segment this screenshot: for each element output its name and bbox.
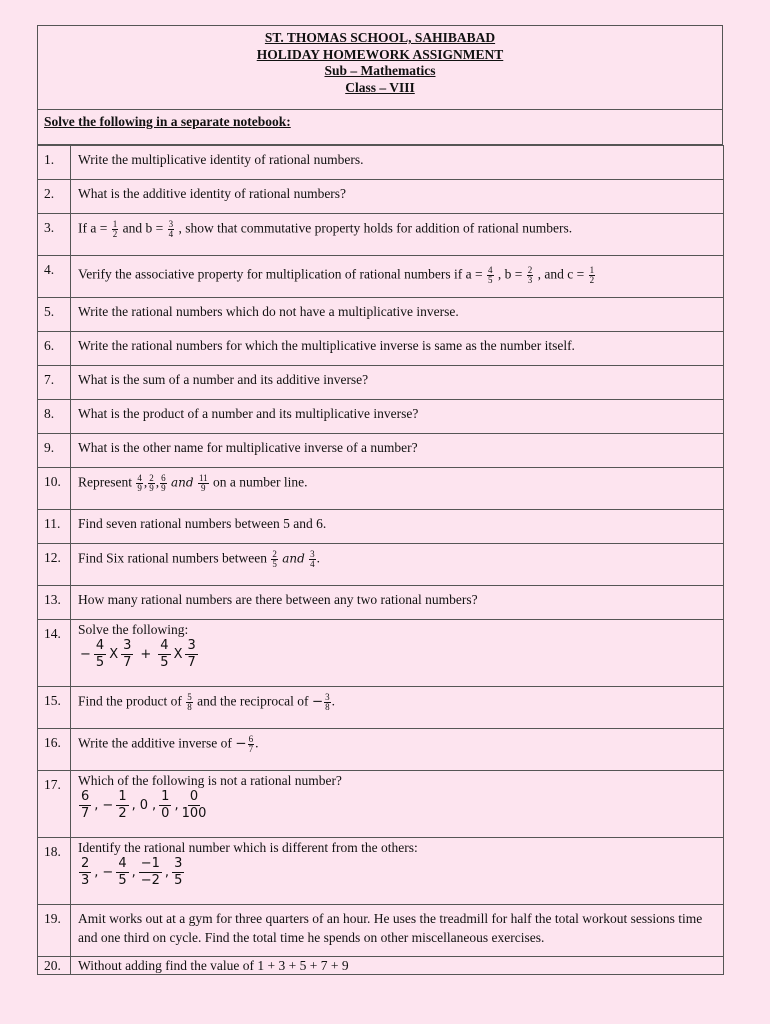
- question-number: 1.: [38, 146, 71, 180]
- question-number: 20.: [38, 957, 71, 975]
- denominator: 3: [81, 873, 90, 888]
- denominator: 5: [272, 559, 277, 569]
- question-row: [38, 586, 724, 620]
- minus-sign: −: [311, 693, 324, 710]
- denominator: 7: [81, 806, 90, 821]
- question-text: What is the product of a number and its multiplicative inverse?: [71, 400, 724, 434]
- text-part: Represent: [78, 474, 132, 490]
- numerator: 4: [118, 856, 127, 871]
- numerator: 2: [272, 549, 277, 559]
- fraction: [186, 693, 193, 712]
- question-row: [38, 544, 724, 586]
- question-text: [71, 214, 724, 256]
- question-text: What is the additive identity of rational numbers?: [71, 180, 724, 214]
- denominator: 2: [112, 229, 118, 239]
- question-text: Find seven rational numbers between 5 and 6.: [71, 510, 724, 544]
- math-expression: [78, 638, 723, 671]
- question-row: [38, 256, 724, 298]
- text-part: and b =: [122, 220, 164, 236]
- fraction: [116, 789, 128, 822]
- fraction: [172, 856, 184, 889]
- text-part: Which of the following is not a rational number?: [78, 773, 342, 788]
- question-text: What is the other name for multiplicative inverse of a number?: [71, 434, 724, 468]
- question-text: How many rational numbers are there between any two rational numbers?: [71, 586, 724, 620]
- question-text: [71, 544, 724, 586]
- zero-value: 0: [139, 797, 149, 813]
- denominator: 7: [123, 655, 132, 670]
- fraction: [185, 638, 197, 671]
- question-text: Without adding find the value of 1 + 3 + 5 + 7 + 9: [71, 957, 724, 975]
- numerator: 3: [123, 638, 132, 653]
- text-part: , and c =: [537, 266, 585, 282]
- question-number: 6.: [38, 332, 71, 366]
- denominator: 9: [161, 483, 166, 493]
- numerator: 6: [248, 734, 254, 744]
- denominator: 5: [488, 275, 493, 285]
- numerator: 3: [325, 692, 330, 702]
- fraction: [589, 266, 596, 285]
- fraction: [116, 856, 128, 889]
- question-number: 10.: [38, 468, 71, 510]
- question-number: 12.: [38, 544, 71, 586]
- fraction: [160, 474, 167, 493]
- denominator: 9: [149, 483, 154, 493]
- subject-label: Sub – Mathematics: [324, 63, 436, 78]
- question-number: 19.: [38, 905, 71, 957]
- minus-sign: −: [80, 646, 91, 662]
- and-word: and: [282, 551, 305, 566]
- numerator: 6: [161, 473, 166, 483]
- numerator: 1: [589, 265, 595, 275]
- numerator: 3: [187, 638, 196, 653]
- question-number: 8.: [38, 400, 71, 434]
- numerator: −1: [140, 856, 160, 871]
- numerator: 5: [187, 692, 192, 702]
- assignment-title: HOLIDAY HOMEWORK ASSIGNMENT: [256, 46, 504, 62]
- question-number: 9.: [38, 434, 71, 468]
- question-row: [38, 729, 724, 771]
- numerator: 4: [488, 265, 493, 275]
- fraction: [182, 789, 207, 822]
- question-row: [38, 838, 724, 905]
- header-box: [37, 25, 723, 110]
- numerator: 4: [160, 638, 169, 653]
- school-name: ST. THOMAS SCHOOL, SAHIBABAD: [264, 30, 496, 45]
- question-row: [38, 298, 724, 332]
- denominator: 5: [174, 873, 183, 888]
- denominator: 7: [187, 655, 196, 670]
- question-number: 4.: [38, 256, 71, 298]
- text-part: Find Six rational numbers between: [78, 550, 267, 566]
- text-part: Write the additive inverse of: [78, 735, 232, 751]
- text-part: Identify the rational number which is different from the others:: [78, 840, 418, 855]
- denominator: 5: [118, 873, 127, 888]
- question-row: [38, 400, 724, 434]
- fraction: [79, 789, 91, 822]
- question-number: 13.: [38, 586, 71, 620]
- question-text: [71, 729, 724, 771]
- question-row: [38, 468, 724, 510]
- denominator: 0: [161, 806, 170, 821]
- denominator: 9: [137, 483, 142, 493]
- denominator: 2: [118, 806, 127, 821]
- fraction: [139, 856, 162, 889]
- numerator: 4: [137, 473, 142, 483]
- numerator: 2: [81, 856, 90, 871]
- question-number: 2.: [38, 180, 71, 214]
- fraction: [159, 789, 171, 822]
- question-text: Write the multiplicative identity of rational numbers.: [71, 146, 724, 180]
- question-text: [71, 687, 724, 729]
- times-sign: X: [173, 646, 183, 662]
- question-row: [38, 905, 724, 957]
- fraction: [94, 638, 106, 671]
- fraction: [158, 638, 170, 671]
- denominator: 100: [181, 806, 207, 821]
- text-part: If a =: [78, 220, 108, 236]
- question-row: [38, 687, 724, 729]
- numerator: 3: [174, 856, 183, 871]
- denominator: 5: [95, 655, 105, 670]
- fraction: [168, 220, 175, 239]
- denominator: 9: [201, 483, 206, 493]
- question-row: [38, 214, 724, 256]
- instruction: Solve the following in a separate notebook:: [37, 110, 723, 145]
- fraction: [487, 266, 494, 285]
- question-row: [38, 510, 724, 544]
- numerator: 6: [81, 789, 90, 804]
- question-row: [38, 771, 724, 838]
- denominator: −2: [140, 873, 160, 888]
- question-row: [38, 957, 724, 975]
- numerator: 3: [168, 219, 174, 229]
- fraction: [309, 550, 316, 569]
- question-row: [38, 146, 724, 180]
- text-part: .: [331, 693, 336, 709]
- and-word: and: [170, 475, 194, 490]
- questions-table: [37, 145, 724, 975]
- fraction: [148, 474, 155, 493]
- question-number: 3.: [38, 214, 71, 256]
- math-expression: $\frac{6}{7}$ , − $\frac{1}{2}$ , 0 , $\frac{1}{0}$ , $\frac{0}{100}$: [81, 789, 207, 821]
- question-number: 18.: [38, 838, 71, 905]
- text-part: Solve the following:: [78, 622, 189, 637]
- fraction: [79, 856, 91, 889]
- question-text: [71, 620, 724, 687]
- question-text: Write the rational numbers which do not have a multiplicative inverse.: [71, 298, 724, 332]
- numerator: 2: [527, 265, 533, 275]
- numerator: 4: [95, 638, 105, 653]
- question-number: 14.: [38, 620, 71, 687]
- question-row: [38, 366, 724, 400]
- question-row: [38, 434, 724, 468]
- numerator: 3: [310, 549, 315, 559]
- question-number: 5.: [38, 298, 71, 332]
- numerator: 1: [112, 219, 118, 229]
- math-expression: $\frac{2}{3}$ , − $\frac{4}{5}$ , $\frac{-1}{-2}$ , $\frac{3}{5}$: [81, 856, 183, 888]
- numerator: 1: [118, 789, 127, 804]
- fraction: [248, 735, 255, 754]
- fraction: [112, 220, 119, 239]
- plus-sign: +: [140, 646, 152, 662]
- question-row: [38, 332, 724, 366]
- denominator: 5: [160, 655, 169, 670]
- times-sign: X: [109, 646, 119, 662]
- fraction: [324, 693, 331, 712]
- fraction: [271, 550, 278, 569]
- question-row: [38, 180, 724, 214]
- text-part: , show that commutative property holds for addition of rational numbers.: [178, 220, 573, 236]
- fraction: [136, 474, 143, 493]
- assignment-sheet: [37, 25, 723, 975]
- text-part: Verify the associative property for multiplication of rational numbers if a =: [78, 266, 483, 282]
- denominator: 3: [527, 275, 533, 285]
- denominator: 8: [325, 702, 330, 712]
- question-row: [38, 620, 724, 687]
- question-text: What is the sum of a number and its additive inverse?: [71, 366, 724, 400]
- denominator: 7: [248, 744, 254, 754]
- numerator: 1: [161, 789, 170, 804]
- question-text: [71, 256, 724, 298]
- question-text: [71, 838, 724, 905]
- text-part: and the reciprocal of: [197, 693, 309, 709]
- class-label: Class – VIII: [345, 79, 415, 95]
- fraction: [121, 638, 133, 671]
- question-text: [71, 771, 724, 838]
- fraction: [527, 266, 534, 285]
- question-text: Represent $\frac{4}{9}$ , $\frac{2}{9}$ , $\frac{6}{9}$ and $\frac{11}{9}$ on a number line.: [71, 468, 724, 510]
- numerator: 11: [198, 473, 208, 483]
- question-number: 17.: [38, 771, 71, 838]
- question-number: 16.: [38, 729, 71, 771]
- question-text: Amit works out at a gym for three quarters of an hour. He uses the treadmill for half the total workout sessions time and one third on cycle. Find the total time he spends on other miscellaneous exercises.: [71, 905, 724, 957]
- numerator: 2: [149, 473, 154, 483]
- denominator: 2: [589, 275, 595, 285]
- question-text: Write the rational numbers for which the multiplicative inverse is same as the number itself.: [71, 332, 724, 366]
- question-number: 11.: [38, 510, 71, 544]
- fraction: [198, 474, 209, 493]
- text-part: .: [316, 550, 321, 566]
- numerator: 0: [189, 789, 199, 804]
- denominator: 4: [310, 559, 315, 569]
- question-number: 15.: [38, 687, 71, 729]
- question-number: 7.: [38, 366, 71, 400]
- text-part: , b =: [497, 266, 523, 282]
- text-part: .: [255, 735, 259, 751]
- minus-sign: −: [235, 735, 247, 752]
- text-part: on a number line.: [212, 474, 308, 490]
- denominator: 4: [168, 229, 174, 239]
- denominator: 8: [187, 702, 192, 712]
- text-part: Find the product of: [78, 693, 182, 709]
